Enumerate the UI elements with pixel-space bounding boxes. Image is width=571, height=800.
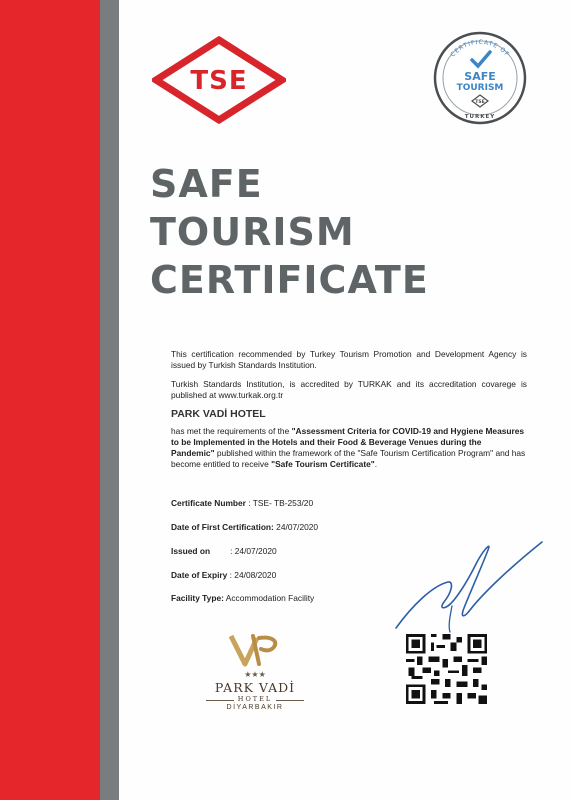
- qr-code[interactable]: [403, 634, 490, 704]
- seal-inner-text: TSE: [475, 100, 485, 105]
- seal-top-text: CERTIFICATE OF: [449, 38, 511, 59]
- title-line-1: SAFE: [150, 162, 263, 206]
- brand-divider-right: [276, 700, 304, 701]
- safe-tourism-seal: [432, 30, 528, 126]
- certificate-title: [150, 160, 429, 304]
- title-line-3: CERTIFICATE: [150, 258, 429, 302]
- field-first-certification: Date of First Certification: 24/07/2020: [171, 522, 319, 532]
- tse-logo: [152, 36, 286, 124]
- paragraph-accreditation: Turkish Standards Institution, is accredited by TURKAK and its accreditation covarege is published at www.turkak.org.tr: [171, 379, 527, 400]
- brand-name: PARK VADİ: [214, 680, 296, 695]
- field-issued-on: Issued on : 24/07/2020: [171, 546, 277, 556]
- hotel-name: PARK VADİ HOTEL: [171, 408, 266, 420]
- qr-code-icon: [403, 634, 490, 704]
- seal-main-line2: TOURISM: [456, 83, 504, 93]
- title-line-2: TOURISM: [150, 210, 355, 254]
- tse-logo-text: TSE: [190, 66, 248, 96]
- certificate-body: [171, 349, 527, 478]
- signature-icon: [392, 536, 544, 640]
- requirements-end: .: [374, 459, 378, 469]
- requirements-middle: published within the framework of the "Safe Tourism Certification Program" and has become entitled to receive: [171, 448, 526, 469]
- brand-city: DİYARBAKIR: [226, 704, 284, 711]
- paragraph-issuer: This certification recommended by Turkey Tourism Promotion and Development Agency is issued by Turkish Standards Institution.: [171, 349, 527, 370]
- field-certificate-number: Certificate Number : TSE- TB-253/20: [171, 498, 314, 508]
- paragraph-requirements: [171, 426, 527, 470]
- seal-bottom-text: TURKEY: [464, 114, 496, 120]
- field-facility-type: Facility Type: Accommodation Facility: [171, 593, 315, 603]
- seal-main-line1: SAFE: [464, 70, 496, 83]
- hotel-stars: ★★★: [244, 670, 266, 679]
- red-side-band: [0, 0, 100, 800]
- brand-hotel-word: HOTEL: [237, 695, 273, 703]
- field-date-of-expiry: Date of Expiry : 24/08/2020: [171, 570, 277, 580]
- requirements-criteria: "Assessment Criteria for COVID-19 and Hygiene Measures to be Implemented in the Hotels and their Food & Beverage Venues during the Pandemic": [171, 426, 525, 458]
- signature: [392, 536, 544, 640]
- park-vadi-logo: [190, 630, 320, 715]
- vp-monogram-icon: [227, 632, 283, 668]
- requirements-certificate-name: "Safe Tourism Certificate": [271, 459, 375, 469]
- requirements-prefix: has met the requirements of the: [171, 426, 292, 436]
- gray-side-band: [100, 0, 119, 800]
